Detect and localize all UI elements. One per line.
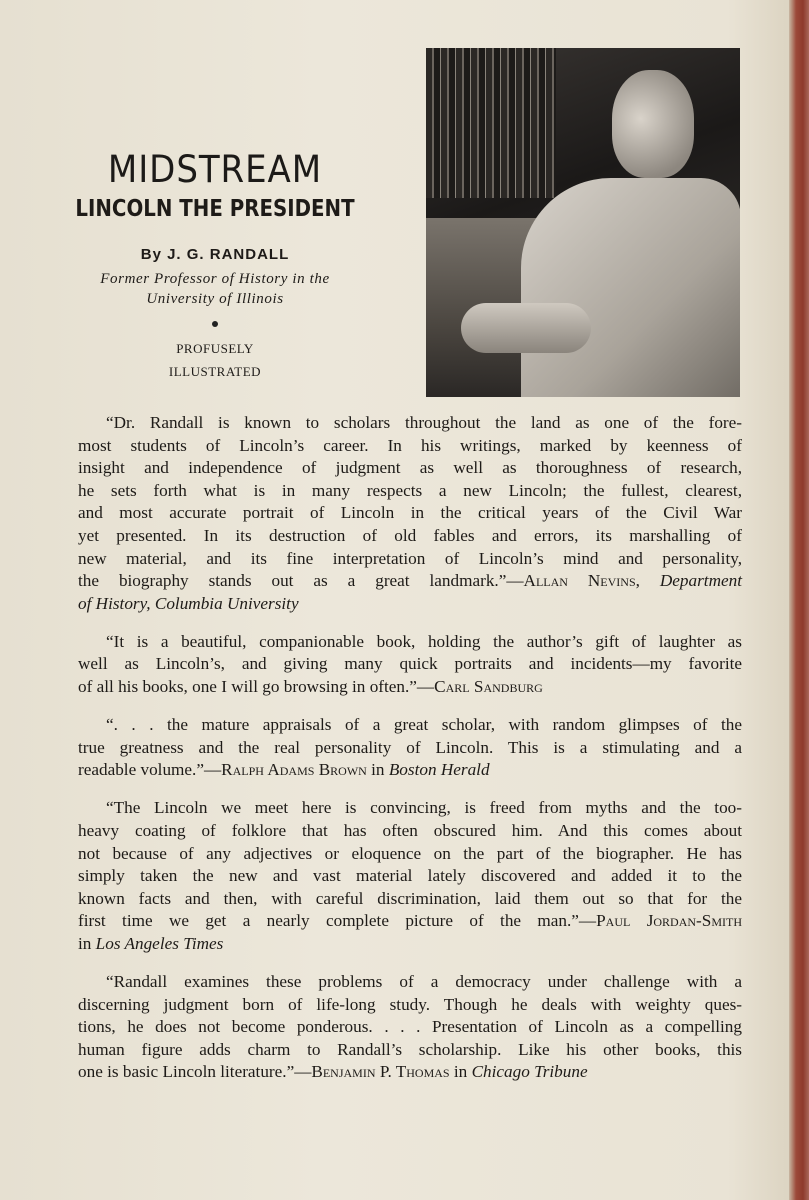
book-title: MIDSTREAM (107, 148, 323, 191)
quote-line (78, 457, 742, 480)
quote-text: “The Lincoln we meet here is convincing, is freed from myths and the too- (106, 798, 742, 818)
quote-line (78, 910, 742, 933)
affiliation-line: University of Illinois (146, 291, 284, 307)
author-figure (521, 178, 740, 397)
quote-line (78, 1039, 742, 1062)
quote-line (78, 1061, 742, 1084)
quote-line (78, 653, 742, 676)
quote-line (78, 593, 742, 616)
quote-text: tions, he does not become ponderous. . . . Presentation of Lincoln as a compelling (78, 1017, 742, 1037)
reviewer-name: Paul Jordan-Smith (596, 911, 743, 931)
quote-text: insight and independence of judgment as well as thoroughness of research, (78, 458, 742, 478)
source-name: Department (659, 571, 742, 591)
quote-line (78, 843, 742, 866)
quote-text: discerning judgment born of life-long study. Though he deals with weighty ques- (78, 994, 742, 1014)
reviewer-name: Benjamin P. Thomas (311, 1062, 450, 1082)
review-quote (78, 714, 742, 782)
book-spine-edge (789, 0, 809, 1200)
quote-text: “. . . the mature appraisals of a great scholar, with random glimpses of the (106, 715, 742, 735)
quote-line (78, 435, 742, 458)
quote-text: well as Lincoln’s, and giving many quick portraits and incidents—my favorite (78, 654, 742, 674)
quote-line (78, 525, 742, 548)
quote-line (78, 631, 742, 654)
quote-text: new material, and its fine interpretation of Lincoln’s mind and personality, (78, 548, 742, 568)
author-head (612, 70, 694, 178)
quote-line (78, 714, 742, 737)
quote-text: true greatness and the real personality of Lincoln. This is a stimulating and a (78, 737, 742, 757)
title-block (60, 148, 370, 383)
source-name: Boston Herald (388, 760, 490, 780)
quote-text: , (635, 571, 660, 591)
bookshelf (426, 48, 556, 198)
quote-line (78, 676, 742, 699)
quote-text: of all his books, one I will go browsing in often.”— (78, 677, 435, 697)
illustrated-line: PROFUSELY (176, 341, 254, 356)
quote-text: “Dr. Randall is known to scholars throughout the land as one of the fore- (106, 413, 742, 432)
source-name: of History, Columbia University (78, 593, 299, 613)
source-name: Chicago Tribune (471, 1062, 588, 1082)
quote-text: human figure adds charm to Randall’s scholarship. Like his other books, this (78, 1039, 742, 1059)
quote-text: simply taken the new and vast material lately discovered and added it to the (78, 866, 742, 886)
quote-text: not because of any adjectives or eloquence on the part of the biographer. He has (78, 843, 742, 863)
author-byline: By J. G. RANDALL (140, 246, 290, 263)
reviewer-name: Ralph Adams Brown (221, 760, 367, 780)
quote-line (78, 820, 742, 843)
quote-text: in (78, 933, 96, 953)
quote-line (78, 502, 742, 525)
quote-text: in (366, 760, 389, 780)
quote-text: one is basic Lincoln literature.”— (78, 1062, 312, 1082)
review-quote (78, 631, 742, 699)
review-quote (78, 412, 742, 615)
quote-text: he sets forth what is in many respects a new Lincoln; the fullest, clearest, (78, 480, 742, 500)
quote-line (78, 797, 742, 820)
quote-line (78, 1016, 742, 1039)
affiliation-line: Former Professor of History in the (100, 271, 330, 287)
quote-line (78, 933, 742, 956)
quote-line (78, 865, 742, 888)
quote-text: known facts and then, with careful discrimination, laid them out so that for the (78, 888, 742, 908)
illustrated-note (60, 337, 370, 383)
author-portrait-photo (426, 48, 740, 397)
review-quotes (78, 412, 742, 1100)
quote-line (78, 737, 742, 760)
author-arm (461, 303, 591, 353)
bullet-divider (212, 321, 218, 327)
quote-text: “Randall examines these problems of a democracy under challenge with a (106, 972, 742, 992)
quote-text: in (449, 1062, 472, 1082)
source-name: Los Angeles Times (95, 933, 224, 953)
quote-line (78, 971, 742, 994)
reviewer-name: Allan Nevins (523, 571, 636, 591)
quote-text: readable volume.”— (78, 760, 222, 780)
review-quote (78, 797, 742, 955)
quote-text: most students of Lincoln’s career. In his writings, marked by keenness of (78, 435, 742, 455)
quote-text: heavy coating of folklore that has often obscured him. And this comes about (78, 821, 742, 840)
quote-line (78, 480, 742, 503)
reviewer-name: Carl Sandburg (434, 677, 543, 697)
quote-text: yet presented. In its destruction of old fables and errors, its marshalling of (78, 525, 742, 545)
quote-text: “It is a beautiful, companionable book, holding the author’s gift of laughter as (106, 631, 742, 651)
illustrated-line: ILLUSTRATED (168, 364, 262, 379)
book-subtitle: LINCOLN THE PRESIDENT (75, 196, 355, 222)
quote-line (78, 888, 742, 911)
review-quote (78, 971, 742, 1084)
quote-text: and most accurate portrait of Lincoln in the critical years of the Civil War (78, 503, 742, 523)
quote-text: first time we get a nearly complete picture of the man.”— (78, 911, 597, 931)
quote-line (78, 412, 742, 435)
quote-line (78, 548, 742, 571)
quote-line (78, 570, 742, 593)
quote-text: the biography stands out as a great landmark.”— (78, 571, 524, 591)
quote-line (78, 994, 742, 1017)
author-affiliation (60, 269, 370, 309)
quote-line (78, 759, 742, 782)
